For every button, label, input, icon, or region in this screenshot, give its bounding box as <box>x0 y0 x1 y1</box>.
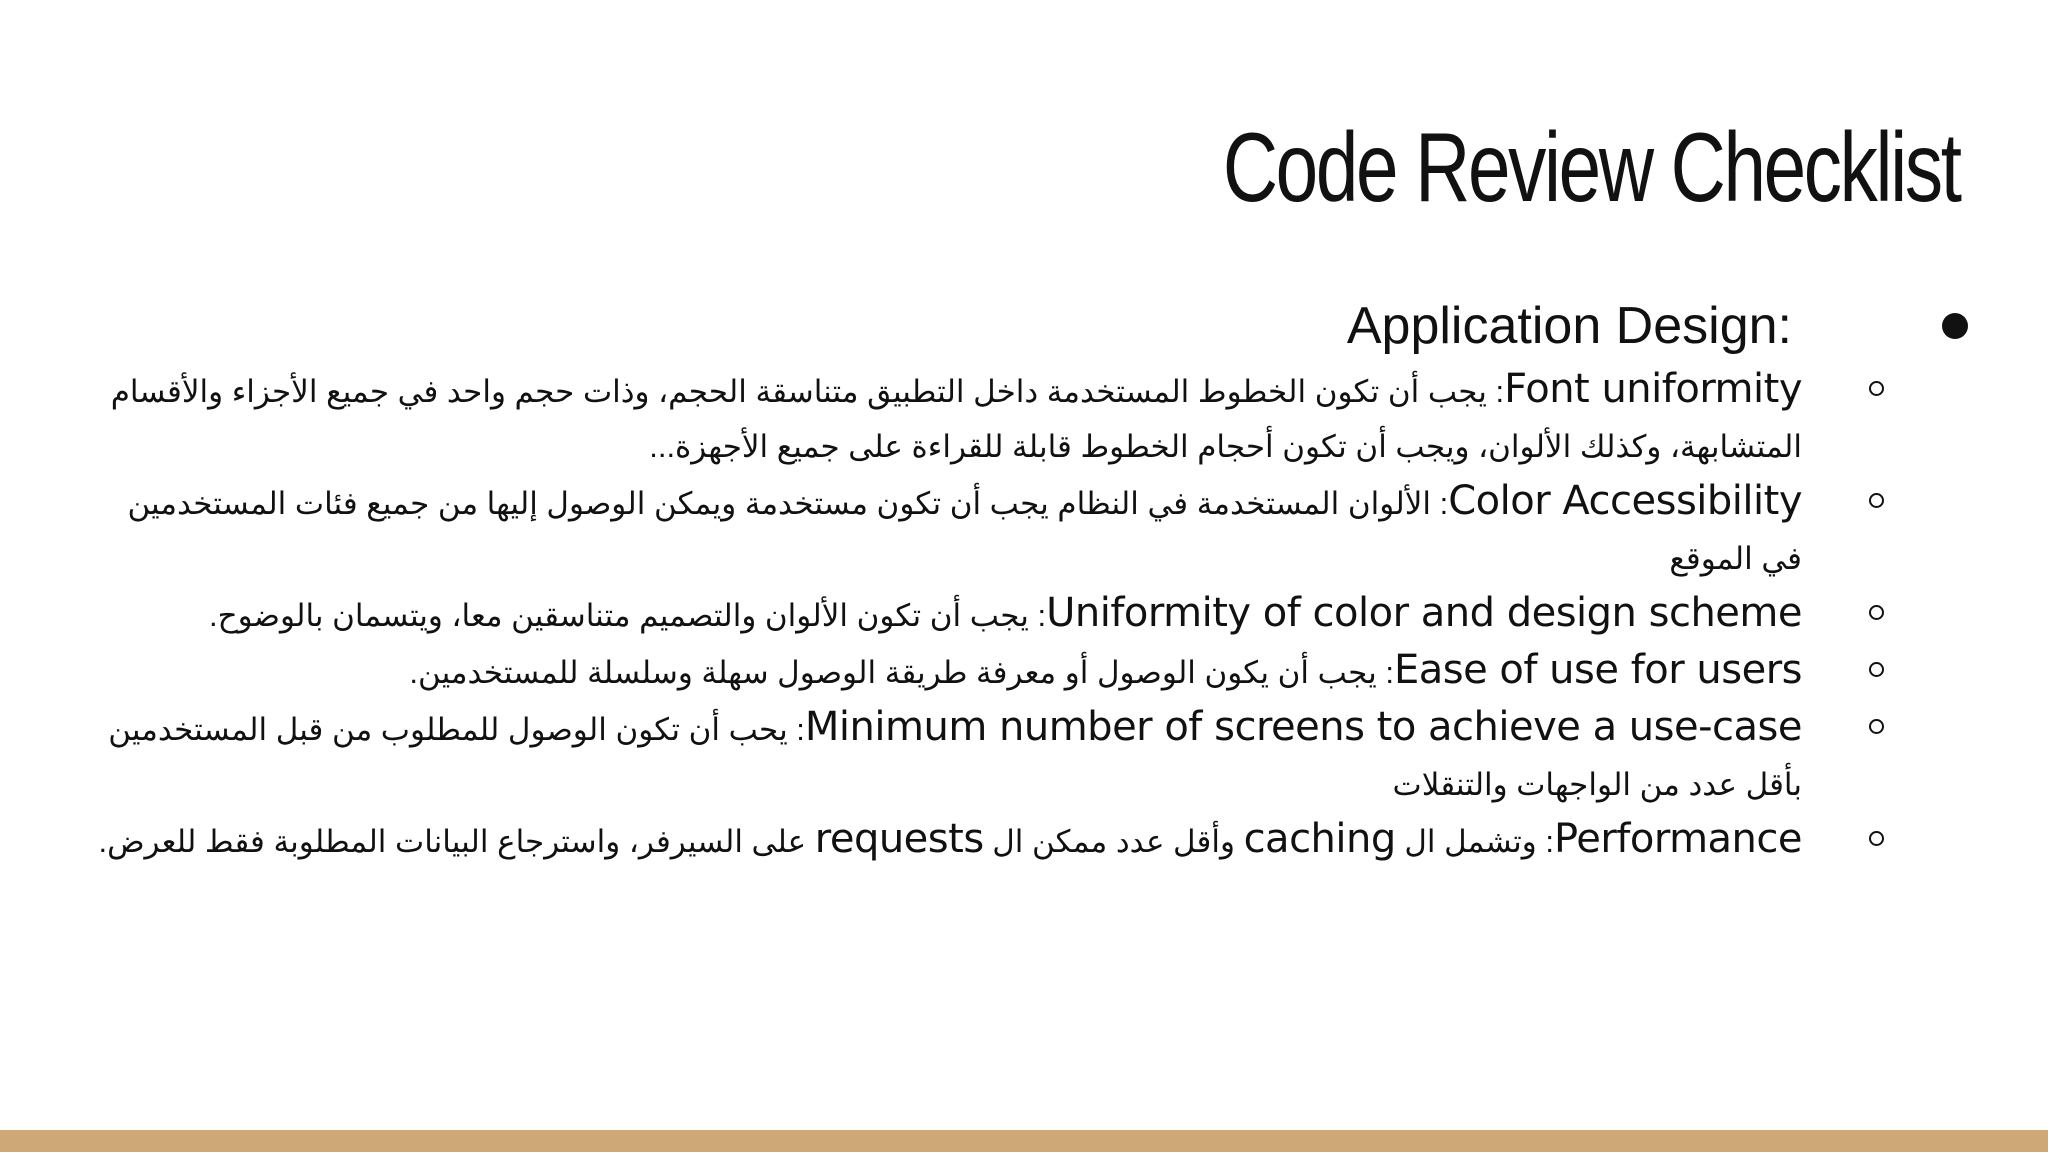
hollow-bullet-icon <box>1869 493 1884 508</box>
item-text: : يحب أن تكون الوصول للمطلوب من قبل المستخدمين بأقل عدد من الواجهات والتنقلات <box>108 712 1802 802</box>
item-inline-term: requests <box>814 816 984 862</box>
checklist-item <box>80 812 1968 869</box>
bullet-icon <box>1942 313 1968 339</box>
hollow-bullet-icon <box>1869 719 1884 734</box>
item-text: : الألوان المستخدمة في النظام يجب أن تكون مستخدمة ويمكن الوصول إليها من جميع فئات المستخدمين في الموقع <box>127 486 1802 576</box>
section-heading-row <box>80 290 1968 362</box>
item-term: Performance <box>1554 816 1802 862</box>
section-heading: :Application Design <box>1346 297 1792 355</box>
item-text: : يجب أن تكون الألوان والتصميم متناسقين معا، ويتسمان بالوضوح. <box>209 598 1047 633</box>
checklist-item <box>80 586 1968 643</box>
footer-accent-bar <box>0 1130 2048 1152</box>
hollow-bullet-icon <box>1869 662 1884 677</box>
checklist-item <box>80 474 1968 586</box>
item-term: Uniformity of color and design scheme <box>1046 590 1802 636</box>
hollow-bullet-icon <box>1869 605 1884 620</box>
checklist-item <box>80 643 1968 700</box>
item-term: Ease of use for users <box>1393 647 1802 693</box>
item-term: Color Accessibility <box>1448 478 1802 524</box>
hollow-bullet-icon <box>1869 831 1884 846</box>
checklist <box>80 362 1968 869</box>
item-inline-term: caching <box>1243 816 1396 862</box>
item-text: : وتشمل ال <box>1395 824 1555 859</box>
item-text: وأقل عدد ممكن ال <box>983 824 1244 859</box>
item-text: على السيرفر، واسترجاع البيانات المطلوبة فقط للعرض. <box>98 824 815 859</box>
slide-content <box>80 290 1968 869</box>
checklist-item <box>80 362 1968 474</box>
item-text: : يجب أن تكون الخطوط المستخدمة داخل التطبيق متناسقة الحجم، وذات حجم واحد في جميع الأجزاء والأقسام المتشابهة، وكذلك الألوان، ويجب أن تكون أحجام الخطوط قابلة للقراءة على جميع الأجهزة... <box>110 374 1802 464</box>
item-term: Font uniformity <box>1504 366 1802 412</box>
item-term: Minimum number of screens to achieve a use-case <box>804 704 1802 750</box>
item-text: : يجب أن يكون الوصول أو معرفة طريقة الوصول سهلة وسلسلة للمستخدمين. <box>409 655 1394 690</box>
slide-title: Code Review Checklist <box>1223 112 1960 222</box>
hollow-bullet-icon <box>1869 381 1884 396</box>
checklist-item <box>80 700 1968 812</box>
